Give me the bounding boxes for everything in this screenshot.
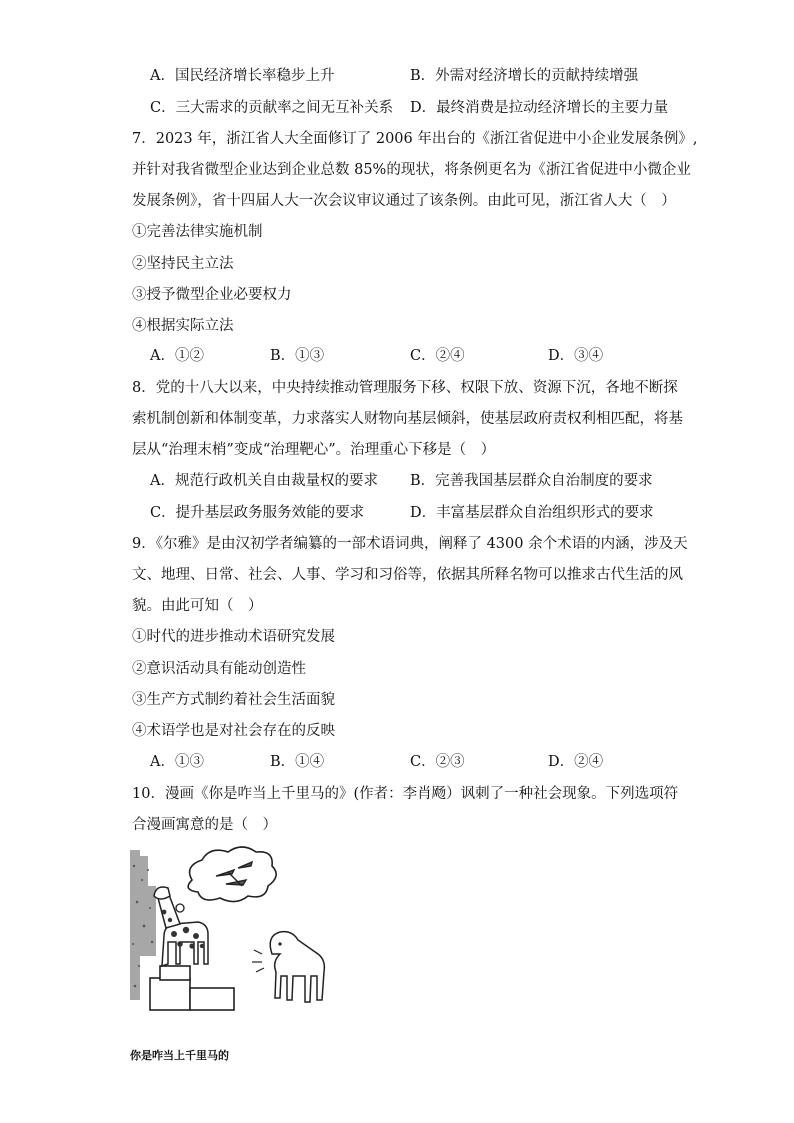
q6-option-c[interactable]: C．三大需求的贡献率之间无互补关系	[150, 100, 394, 116]
q8-stem-line: 索机制创新和体制变革，力求落实人财物向基层倾斜，使基层政府责权利相匹配，将基	[132, 411, 683, 427]
cartoon-caption: 你是咋当上千里马的	[130, 1049, 229, 1062]
q8-option-d[interactable]: D．丰富基层群众自治组织形式的要求	[410, 505, 654, 521]
q7-stem-line: 7．2023 年，浙江省人大全面修订了 2006 年出台的《浙江省促进中小企业发展条例》,	[132, 131, 698, 147]
q7-item: ①完善法律实施机制	[132, 224, 263, 240]
q6-option-d[interactable]: D．最终消费是拉动经济增长的主要力量	[410, 100, 669, 116]
q7-option-b[interactable]: B．①③	[270, 348, 325, 364]
q9-stem-line: 9．《尔雅》是由汉初学者编纂的一部术语词典，阐释了 4300 余个术语的内涵，涉及天	[132, 536, 688, 552]
q7-stem-line: 发展条例》，省十四届人大一次会议审议通过了该条例。由此可见，浙江省人大（ ）	[132, 193, 676, 209]
q9-stem-line: 貌。由此可知（ ）	[132, 598, 263, 614]
q7-item: ④根据实际立法	[132, 318, 234, 334]
q6-option-a[interactable]: A．国民经济增长率稳步上升	[150, 68, 335, 84]
q9-item: ②意识活动具有能动创造性	[132, 661, 306, 677]
q9-item: ③生产方式制约着社会生活面貌	[132, 692, 335, 708]
q7-item: ②坚持民主立法	[132, 256, 234, 272]
q9-option-a[interactable]: A．①③	[150, 754, 204, 770]
q7-option-d[interactable]: D．③④	[548, 348, 604, 364]
q9-item: ④术语学也是对社会存在的反映	[132, 723, 335, 739]
q7-option-c[interactable]: C．②④	[410, 348, 465, 364]
q10-stem-line: 合漫画寓意的是（ ）	[132, 817, 277, 833]
q8-option-a[interactable]: A．规范行政机关自由裁量权的要求	[150, 473, 378, 489]
q10-stem-line: 10．漫画《你是咋当上千里马的》(作者：李肖飏）讽刺了一种社会现象。下列选项符	[132, 786, 679, 802]
q8-stem-line: 层从“治理末梢”变成“治理靶心”。治理重心下移是（ ）	[132, 442, 496, 458]
q8-option-c[interactable]: C．提升基层政务服务效能的要求	[150, 505, 365, 521]
q9-stem-line: 文、地理、日常、社会、人事、学习和习俗等，依据其所释名物可以推求古代生活的风	[132, 567, 683, 583]
q9-option-b[interactable]: B．①④	[270, 754, 325, 770]
q8-stem-line: 8．党的十八大以来，中央持续推动管理服务下移、权限下放、资源下沉，各地不断探	[132, 380, 678, 396]
q6-option-b[interactable]: B．外需对经济增长的贡献持续增强	[410, 68, 639, 84]
q7-option-a[interactable]: A．①②	[150, 348, 204, 364]
q7-stem-line: 并针对我省微型企业达到企业总数 85%的现状，将条例更名为《浙江省促进中小微企业	[132, 162, 691, 178]
q9-item: ①时代的进步推动术语研究发展	[132, 629, 335, 645]
q8-option-b[interactable]: B．完善我国基层群众自治制度的要求	[410, 473, 653, 489]
q9-option-d[interactable]: D．②④	[548, 754, 604, 770]
q9-option-c[interactable]: C．②③	[410, 754, 465, 770]
q7-item: ③授予微型企业必要权力	[132, 287, 292, 303]
cartoon-image	[130, 846, 328, 1044]
